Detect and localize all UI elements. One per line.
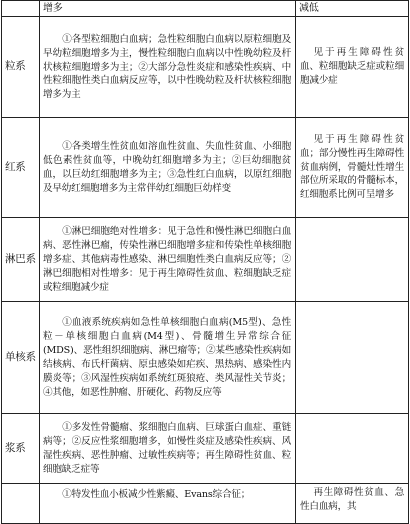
table-row bbox=[2, 118, 409, 218]
table-row bbox=[2, 218, 409, 302]
table-row bbox=[2, 302, 409, 414]
cell-increase bbox=[40, 484, 296, 524]
cell-increase bbox=[40, 414, 296, 484]
increase-text: ①血液系统疾病如急性单核细胞白血病(M5型)、急性粒－单核细胞白血病(M4型)、骨髓增生异常综合征(MDS)、恶性组织细胞病、淋巴瘤等；②某些感染性疾病如结核病、布氏杆菌病、原虫感染如疟疾、黑热病、感染性内膜炎等；③风湿性疾病如系统红斑狼疮、类风湿性关节炎；④其他，如恶性肿瘤、肝硬化、药物反应等 bbox=[43, 317, 291, 398]
bone-marrow-comparison-table bbox=[1, 0, 409, 524]
increase-text: ①多发性骨髓瘤、浆细胞白血病、巨球蛋白血症、重链病等；②反应性浆细胞增多，如慢性炎症及感染性疾病、风湿性疾病、恶性肿瘤、过敏性疾病等；再生障碍性贫血、粒细胞缺乏症等 bbox=[43, 422, 291, 475]
table-row bbox=[2, 17, 409, 118]
cell-increase bbox=[40, 218, 296, 302]
cell-decrease bbox=[296, 118, 409, 218]
cell-increase bbox=[40, 302, 296, 414]
cell-system: 淋巴系 bbox=[2, 218, 40, 302]
decrease-text: 再生障碍性贫血、急性白血病，其 bbox=[300, 487, 404, 512]
table-header-row bbox=[2, 1, 409, 17]
cell-system: 单核系 bbox=[2, 302, 40, 414]
increase-text: ①特发性血小板减少性紫癜、Evans综合征； bbox=[62, 489, 251, 500]
header-system bbox=[2, 1, 40, 17]
increase-text: ①各型粒细胞白血病；急性粒细胞白血病以原粒细胞及早幼粒细胞增多为主，慢性粒细胞白血病以中性晚幼粒及杆状核粒细胞增多为主；②大部分急性炎症和感染性疾病、中性粒细胞性类白血病反应等，以中性晚幼粒及杆状核粒细胞增多为主 bbox=[43, 33, 291, 101]
decrease-text: 见于再生障碍性贫血；部分慢性再生障碍性贫血病例，骨髓灶性增生部位所采取的骨髓标本，红细胞系比例可呈增多 bbox=[300, 133, 404, 201]
header-decrease: 减低 bbox=[296, 1, 409, 17]
table-row bbox=[2, 414, 409, 484]
cell-increase bbox=[40, 17, 296, 118]
increase-text: ①淋巴细胞绝对性增多：见于急性和慢性淋巴细胞白血病、恶性淋巴瘤，传染性淋巴细胞增多症和传染性单核细胞增多症、其他病毒性感染、淋巴细胞性类白血病反应等；②淋巴细胞相对性增多：见于再生障碍性贫血、粒细胞缺乏症或粒细胞减少症 bbox=[43, 226, 291, 293]
increase-text: ①各类增生性贫血如溶血性贫血、失血性贫血、小细胞低色素性贫血等，中晚幼红细胞增多为主；②巨幼细胞贫血，以巨幼红细胞增多为主；③急性红白血病，以原红细胞及早幼红细胞增多为主常伴幼红细胞巨幼样变 bbox=[43, 141, 291, 194]
cell-decrease bbox=[296, 218, 409, 302]
cell-decrease bbox=[296, 484, 409, 524]
header-increase: 增多 bbox=[40, 1, 296, 17]
cell-system: 红系 bbox=[2, 118, 40, 218]
cell-decrease bbox=[296, 17, 409, 118]
decrease-text: 见于再生障碍性贫血、粒细胞缺乏症或粒细胞减少症 bbox=[300, 47, 404, 86]
cell-system: 浆系 bbox=[2, 414, 40, 484]
cell-decrease bbox=[296, 302, 409, 414]
cell-increase bbox=[40, 118, 296, 218]
cell-system bbox=[2, 484, 40, 524]
table-row bbox=[2, 484, 409, 524]
cell-decrease bbox=[296, 414, 409, 484]
cell-system: 粒系 bbox=[2, 17, 40, 118]
